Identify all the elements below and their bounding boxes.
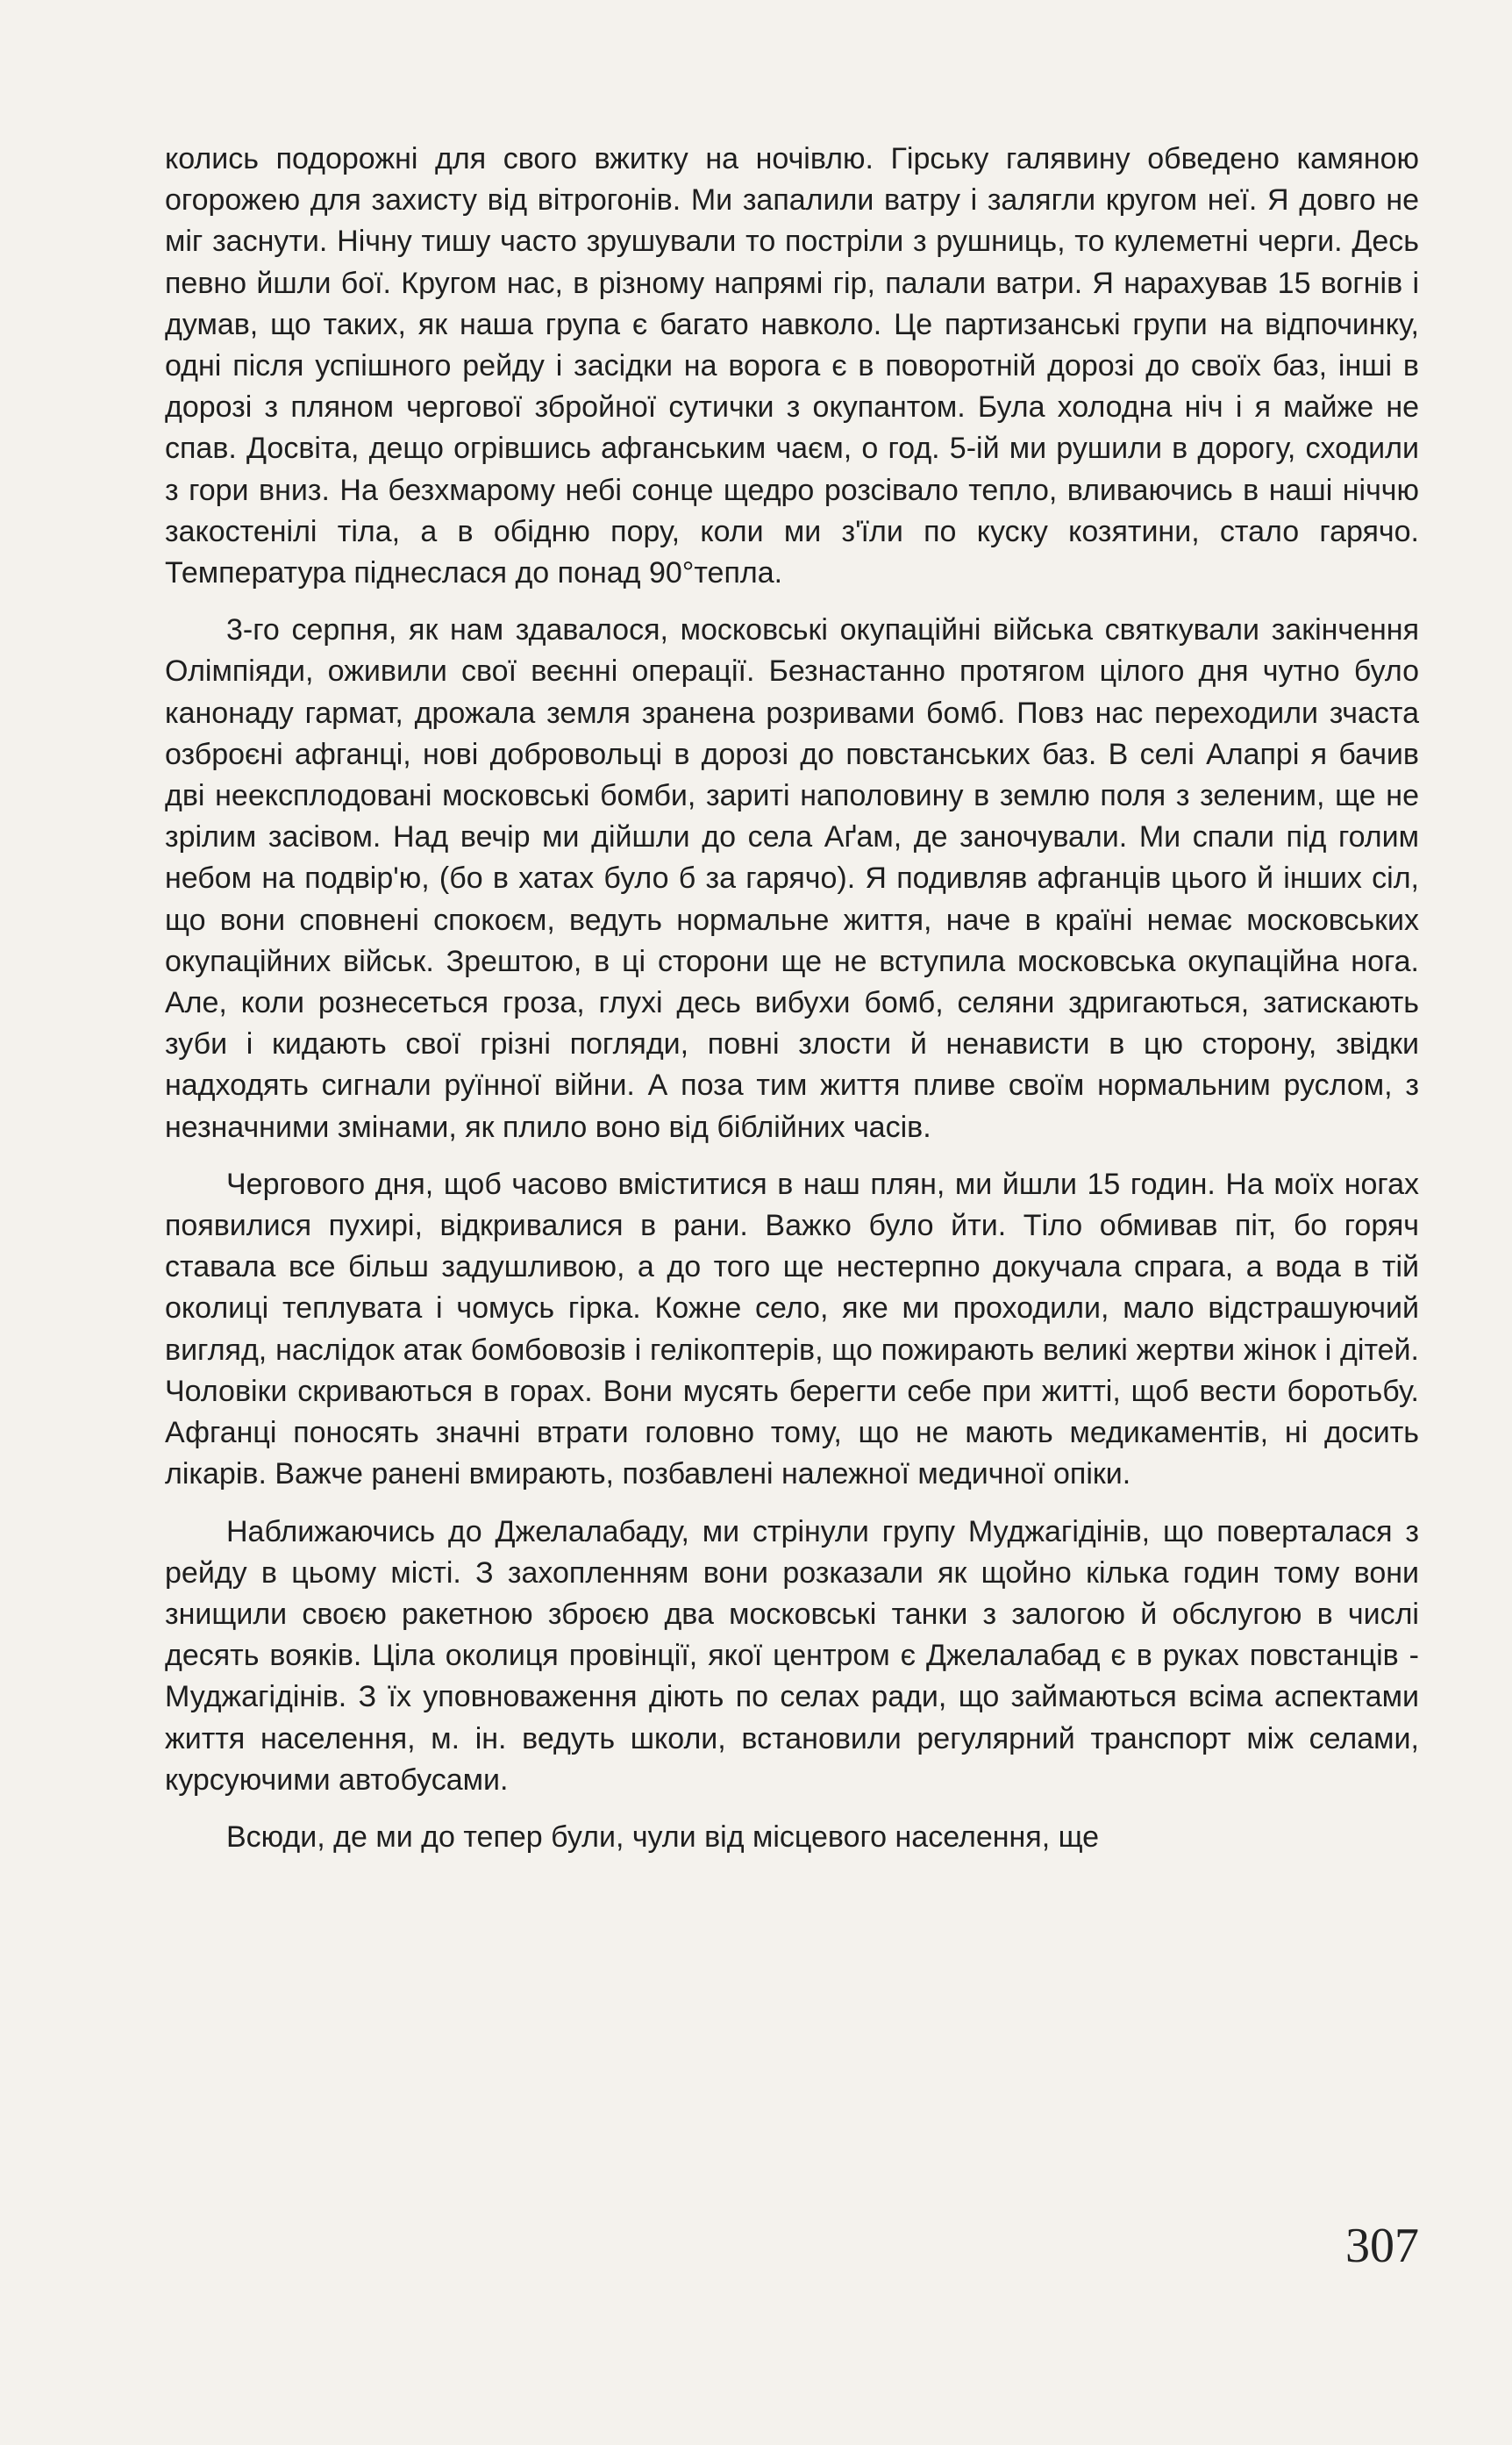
page-number: 307 (1345, 2219, 1419, 2273)
body-text (165, 139, 1419, 1874)
paragraph-5: Всюди, де ми до тепер були, чули від місцевого населення, ще (226, 1819, 1100, 1854)
paragraph-2: 3-го серпня, як нам здавалося, московські окупаційні війська святкували закінчення Олімпіяди, оживили свої веєнні операції. Безнастанно протягом цілого дня чутно було канонаду гармат, дрожала земля зранена розривами бомб. Повз нас переходили зчаста озброєні афганці, нові добровольці в дорозі до повстанських баз. В селі Алапрі я бачив дві неексплодовані московські бомби, зариті наполовину в землю поля з зеленим, ще не зрілим засівом. Над вечір ми дійшли до села Аґам, де заночували. Ми спали під голим небом на подвір'ю, (бо в хатах було б за гарячо). Я подивляв афганців цього й інших сіл, що вони сповнені спокоєм, ведуть нормальне життя, наче в країні немає московських окупаційних військ. Зрештою, в ці сторони ще не вступила московська окупаційна нога. Але, коли рознесеться гроза, глухі десь вибухи бомб, селяни здригаються, затискають зуби і кидають свої грізні погляди, повні злости й ненависти в цю сторону, звідки надходять сигнали руїнної війни. А поза тим життя пливе своїм нормальним руслом, з незначними змінами, як плило воно від біблійних часів. (165, 613, 1419, 1144)
paragraph-3: Чергового дня, щоб часово вміститися в наш плян, ми йшли 15 годин. На моїх ногах появилися пухирі, відкривалися в рани. Важко було йти. Тіло обмивав піт, бо горяч ставала все більш задушливою, а до того ще нестерпно докучала спрага, а вода в тій околиці теплувата і чомусь гірка. Кожне село, яке ми проходили, мало відстрашуючий вигляд, наслідок атак бомбовозів і гелікоптерів, що пожирають великі жертви жінок і дітей. Чоловіки скриваються в горах. Вони мусять берегти себе при житті, щоб вести боротьбу. Афганці поносять значні втрати головно тому, що не мають медикаментів, ні досить лікарів. Важче ранені вмирають, позбавлені належної медичної опіки. (165, 1167, 1419, 1491)
paragraph-4: Наближаючись до Джелалабаду, ми стрінули групу Муджагідінів, що поверталася з рейду в цьому місті. З захопленням вони розказали як щойно кілька годин тому вони знищили своєю ракетною зброєю два московські танки з залогою й обслугою в числі десять вояків. Ціла околиця провінції, якої центром є Джелалабад є в руках повстанців - Муджагідінів. З їх уповноваження діють по селах ради, що займаються всіма аспектами життя населення, м. ін. ведуть школи, встановили регулярний транспорт між селами, курсуючими автобусами. (165, 1514, 1419, 1797)
paragraph-1: колись подорожні для свого вжитку на ночівлю. Гірську галявину обведено камяною огорожею для захисту від вітрогонів. Ми запалили ватру і залягли кругом неї. Я довго не міг заснути. Нічну тишу часто зрушували то постріли з рушниць, то кулеметні черги. Десь певно йшли бої. Кругом нас, в різному напрямі гір, палали ватри. Я нарахував 15 вогнів і думав, що таких, як наша група є багато навколо. Це партизанські групи на відпочинку, одні після успішного рейду і засідки на ворога є в поворотній дорозі до своїх баз, інші в дорозі з пляном чергової збройної сутички з окупантом. Була холодна ніч і я майже не спав. Досвіта, дещо огрівшись афганським чаєм, о год. 5-ій ми рушили в дорогу, сходили з гори вниз. На безхмарому небі сонце щедро розсівало тепло, вливаючись в наші ніччю закостенілі тіла, а в обідню пору, коли ми з'їли по куску козятини, стало гарячо. Температура піднеслася до понад 90°тепла. (165, 142, 1419, 590)
